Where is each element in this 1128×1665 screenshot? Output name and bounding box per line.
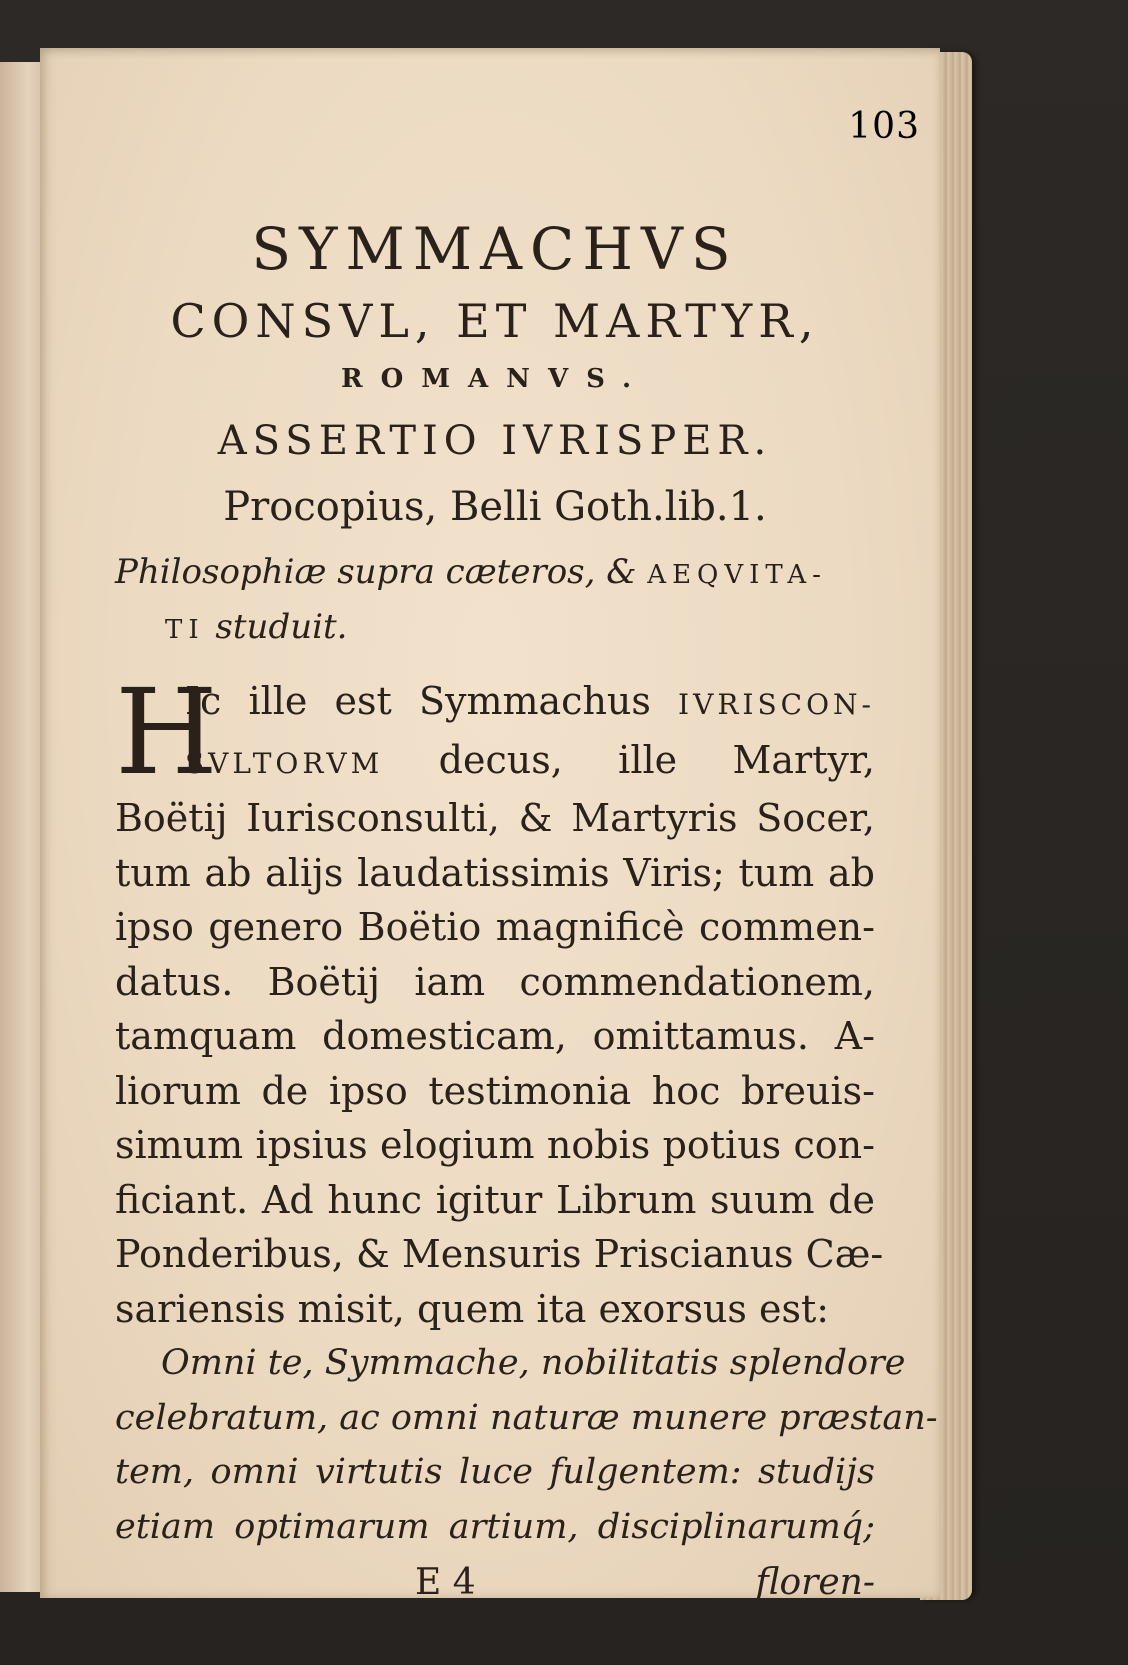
- signature-mark: E 4: [415, 1562, 476, 1603]
- body-line-1-caps: IVRISCON-: [678, 688, 875, 721]
- heading-name: SYMMACHVS: [251, 215, 739, 283]
- body-line: tum ab alijs laudatissimis Viris; tum ab: [115, 850, 875, 895]
- quote-line: Omni te, Symmache, nobilitatis splendore: [161, 1343, 906, 1383]
- body-line-2-text: decus, ille Martyr,: [383, 737, 875, 782]
- quote-line: tem, omni virtutis luce fulgentem: studijs: [115, 1452, 875, 1492]
- book-page: [40, 48, 940, 1603]
- body-line: Ponderibus, & Mensuris Priscianus Cæ-: [115, 1232, 884, 1276]
- heading-origin: ROMANVS.: [340, 364, 650, 394]
- body-line: liorum de ipso testimonia hoc breuis-: [115, 1068, 875, 1113]
- body-line-1-text: Ic ille est Symmachus: [185, 679, 679, 723]
- motto-line-1-caps: AEQVITA-: [647, 560, 827, 590]
- page-number: 103: [848, 106, 920, 147]
- quotation: [115, 1336, 938, 1554]
- body-line: [115, 733, 875, 792]
- body-line: sariensis misit, quem ita exorsus est:: [115, 1286, 830, 1331]
- body-line-2-caps: SVLTORVM: [185, 746, 384, 780]
- body-line: [115, 674, 875, 733]
- quote-line: celebratum, ac omni naturæ munere præstan-: [115, 1397, 938, 1438]
- body-text: [115, 663, 938, 1608]
- motto-line-1-italic: Philosophiæ supra cæteros, &: [115, 552, 648, 592]
- body-line: simum ipsius elogium nobis potius con-: [115, 1123, 875, 1167]
- motto: [115, 546, 875, 656]
- motto-line-2: [115, 601, 875, 656]
- motto-line-2-caps: TI: [165, 615, 205, 645]
- catchword: floren-: [755, 1562, 875, 1603]
- body-line: ficiant. Ad hunc igitur Librum suum de: [115, 1177, 875, 1222]
- motto-line-2-italic: studuit.: [204, 607, 348, 647]
- motto-line-1: [115, 546, 875, 601]
- body-line: ipso genero Boëtio magnificè commen-: [115, 905, 875, 949]
- heading-titles: CONSVL, ET MARTYR,: [170, 294, 820, 348]
- drop-cap: H: [115, 663, 218, 801]
- quote-line: etiam optimarum artium, disciplinarumq́;: [115, 1506, 875, 1547]
- page-footer: [115, 1554, 875, 1608]
- body-line: tamquam domesticam, omittamus. A-: [115, 1014, 875, 1058]
- source-citation: Procopius, Belli Goth.lib.1.: [223, 484, 767, 530]
- body-line: Boëtij Iurisconsulti, & Martyris Socer,: [115, 796, 875, 840]
- heading-assertion: ASSERTIO IVRISPER.: [217, 418, 773, 464]
- body-line: datus. Boëtij iam commendationem,: [115, 959, 875, 1004]
- facing-page-edge: [0, 62, 42, 1592]
